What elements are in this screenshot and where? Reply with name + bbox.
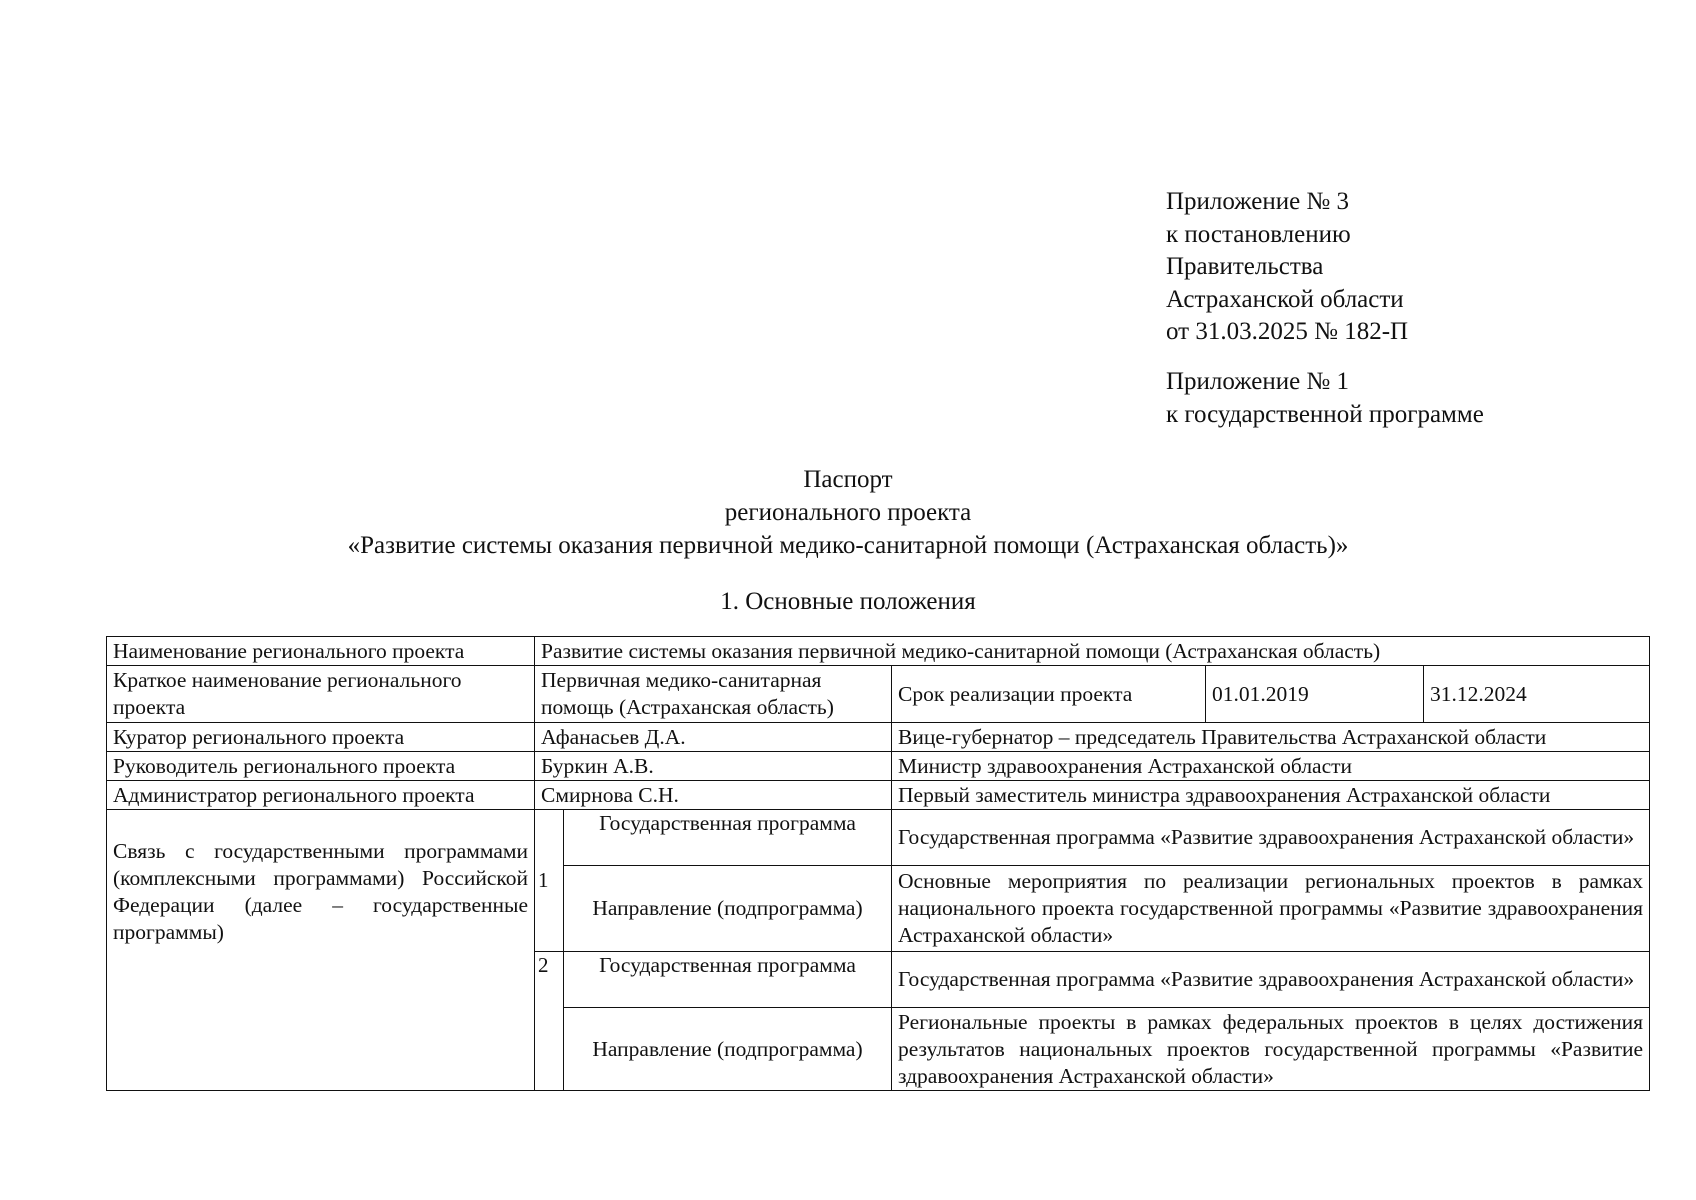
program-label: Государственная программа: [564, 952, 892, 1008]
row-label: Администратор регионального проекта: [107, 781, 535, 810]
section-heading: 1. Основные положения: [720, 588, 976, 615]
head-name: Буркин А.В.: [535, 752, 892, 781]
term-start-date: 01.01.2019: [1206, 666, 1424, 723]
table-row: [107, 752, 1650, 781]
table-row: [107, 723, 1650, 752]
appendix-1-line: к государственной программе: [1166, 400, 1484, 428]
appendix-3-line: от 31.03.2025 № 182-П: [1166, 318, 1409, 345]
link-number: 2: [535, 952, 564, 1091]
table-row: [107, 666, 1650, 723]
curator-name: Афанасьев Д.А.: [535, 723, 892, 752]
table-row: [107, 781, 1650, 810]
direction-value: Региональные проекты в рамках федеральных проектов в целях достижения результатов национальных проектов государственной программы «Развитие здравоохранения Астраханской области»: [892, 1008, 1650, 1091]
appendix-3-line: Приложение № 3: [1166, 188, 1350, 215]
appendix-1-line: Приложение № 1: [1166, 368, 1350, 395]
admin-position: Первый заместитель министра здравоохранения Астраханской области: [892, 781, 1650, 810]
row-label: Краткое наименование регионального проекта: [107, 666, 535, 723]
curator-position: Вице-губернатор – председатель Правительства Астраханской области: [892, 723, 1650, 752]
term-label: Срок реализации проекта: [892, 666, 1206, 723]
appendix-3-line: к постановлению: [1166, 220, 1351, 248]
program-value: Государственная программа «Развитие здравоохранения Астраханской области»: [892, 810, 1650, 866]
program-value: Государственная программа «Развитие здравоохранения Астраханской области»: [892, 952, 1650, 1008]
appendix-1-block: [1166, 366, 1484, 431]
row-label: Руководитель регионального проекта: [107, 752, 535, 781]
row-label: Куратор регионального проекта: [107, 723, 535, 752]
link-number: 1: [535, 810, 564, 952]
appendix-3-block: [1166, 186, 1408, 349]
direction-value: Основные мероприятия по реализации региональных проектов в рамках национального проекта государственной программы «Развитие здравоохранения Астраханской области»: [892, 866, 1650, 952]
short-name-value: Первичная медико-санитарная помощь (Астраханская область): [535, 666, 892, 723]
appendix-3-line: Правительства: [1166, 253, 1324, 280]
passport-table: [106, 636, 1650, 1091]
direction-label: Направление (подпрограмма): [564, 866, 892, 952]
direction-label: Направление (подпрограмма): [564, 1008, 892, 1091]
row-label: Наименование регионального проекта: [107, 637, 535, 666]
table-row: [107, 810, 1650, 866]
head-position: Министр здравоохранения Астраханской области: [892, 752, 1650, 781]
document-title: [0, 463, 1696, 562]
table-row: [107, 637, 1650, 666]
title-line: регионального проекта: [724, 499, 972, 526]
title-line: Паспорт: [803, 466, 893, 493]
program-label: Государственная программа: [564, 810, 892, 866]
admin-name: Смирнова С.Н.: [535, 781, 892, 810]
term-end-date: 31.12.2024: [1424, 666, 1650, 723]
programs-link-label: Связь с государственными программами (комплексными программами) Российской Федерации (далее – государственные программы): [107, 810, 535, 1091]
project-name-value: Развитие системы оказания первичной медико-санитарной помощи (Астраханская область): [535, 637, 1650, 666]
appendix-3-line: Астраханской области: [1166, 285, 1404, 313]
title-line: «Развитие системы оказания первичной медико-санитарной помощи (Астраханская область)»: [347, 532, 1349, 559]
